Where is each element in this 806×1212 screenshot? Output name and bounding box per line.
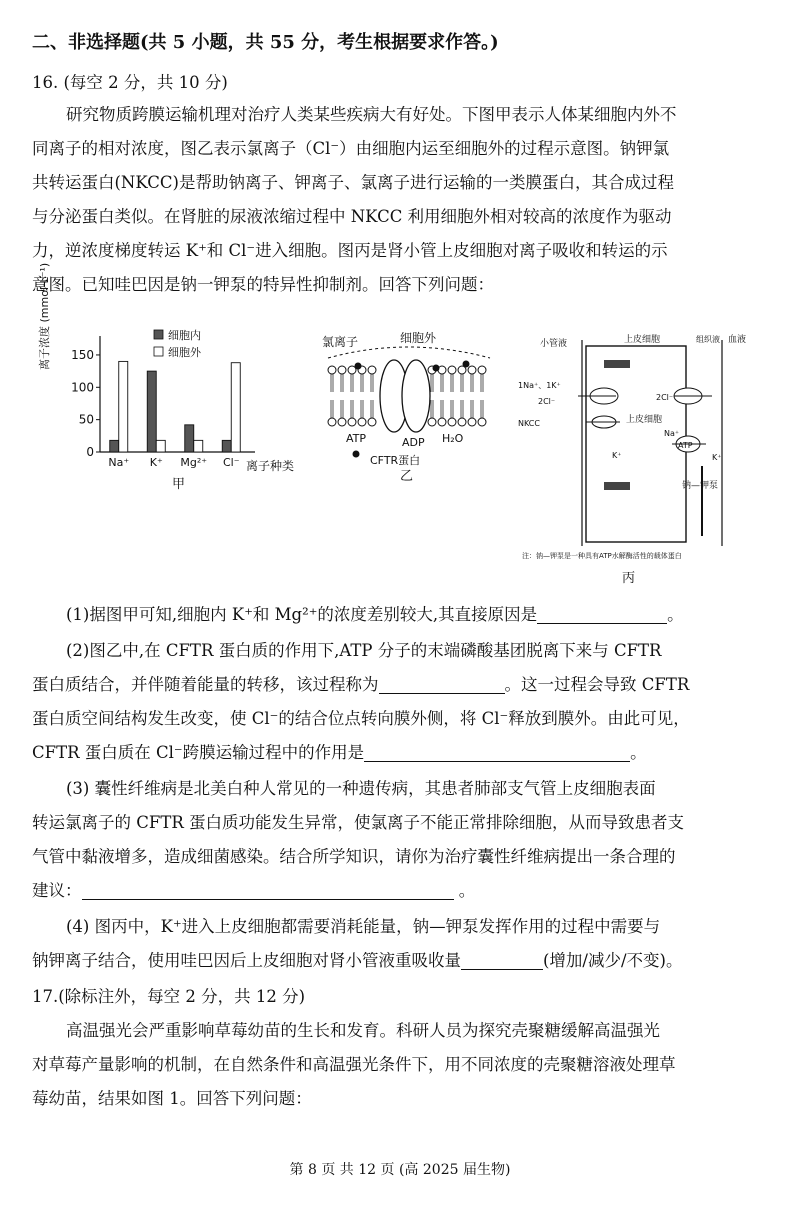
q16-part4-text: 钠钾离子结合，使用哇巴因后上皮细胞对肾小管液重吸收量 [32, 951, 461, 970]
jia-bar-outside [119, 361, 128, 452]
phospholipid-tail [371, 374, 373, 392]
phospholipid-head [458, 418, 466, 426]
answer-blank-3[interactable] [364, 741, 630, 762]
q16-intro-line-6: 意图。已知哇巴因是钠一钾泵的特异性抑制剂。回答下列问题： [32, 275, 494, 294]
bing-label-atp: ATP [678, 441, 693, 450]
jia-caption: 甲 [172, 477, 186, 492]
phospholipid-tail [331, 374, 333, 392]
bing-label-k-right: K⁺ [712, 453, 722, 462]
phospholipid-head [358, 418, 366, 426]
bing-label-na: Na⁺ [664, 429, 680, 438]
jia-xlabel: 离子种类 [246, 459, 295, 473]
q16-part2-line-2 [32, 668, 772, 702]
cftr-subunit-right [402, 360, 430, 432]
bing-label-tissue: 组织液 [696, 335, 720, 344]
phospholipid-tail [341, 400, 343, 418]
phospholipid-head [338, 366, 346, 374]
jia-y-tick-label: 0 [86, 445, 94, 459]
jia-bar-inside [222, 440, 231, 452]
q16-part2-text-end: CFTR 蛋白质在 Cl⁻跨膜运输过程中的作用是 [32, 743, 365, 762]
phospholipid-tail [441, 374, 443, 392]
jia-ylabel: 离子浓度 (mmol·L⁻¹) [38, 262, 51, 370]
phospholipid-tail [461, 374, 463, 392]
jia-bar-inside [147, 371, 156, 452]
period: 。 [458, 881, 476, 900]
answer-blank-2[interactable] [379, 673, 505, 694]
q16-part3-line-1: (3) 囊性纤维病是北美白种人常见的一种遗传病，其患者肺部支气管上皮细胞表面 [66, 779, 656, 798]
phospholipid-tail [461, 400, 463, 418]
epithelial-cell-outline [586, 346, 686, 542]
phospholipid-head [368, 418, 376, 426]
chloride-ion [353, 451, 360, 458]
answer-blank-1[interactable] [537, 603, 667, 624]
jia-bar-inside [110, 440, 119, 452]
figure-yi [318, 318, 498, 484]
yi-label-chloride: 氯离子 [322, 335, 359, 349]
answer-blank-5[interactable] [461, 949, 543, 970]
phospholipid-tail [361, 374, 363, 392]
chloride-ion [463, 361, 470, 368]
phospholipid-head [468, 418, 476, 426]
answer-blank-4[interactable] [82, 879, 454, 900]
q16-part4-line-1: (4) 图丙中，K⁺进入上皮细胞都需要消耗能量，钠—钾泵发挥作用的过程中需要与 [66, 917, 661, 936]
yi-label-outside: 细胞外 [400, 331, 437, 345]
phospholipid-tail [441, 400, 443, 418]
jia-bar-outside [156, 440, 165, 452]
q16-part4-line-2 [32, 944, 772, 978]
phospholipid-tail [431, 374, 433, 392]
phospholipid-head [448, 366, 456, 374]
q17-intro-line-2: 对草莓产量影响的机制，在自然条件和高温强光条件下，用不同浓度的壳聚糖溶液处理草 [32, 1055, 676, 1074]
q16-part2-text-post: 。这一过程会导致 CFTR [504, 675, 690, 694]
bing-label-epi-top: 上皮细胞 [624, 335, 661, 345]
tight-junction [604, 482, 630, 490]
phospholipid-tail [431, 400, 433, 418]
q17-intro-line-1: 高温强光会严重影响草莓幼苗的生长和发育。科研人员为探究壳聚糖缓解高温强光 [66, 1021, 660, 1040]
q16-intro-line-5: 力，逆浓度梯度转运 K⁺和 Cl⁻进入细胞。图丙是肾小管上皮细胞对离子吸收和转运的示 [32, 241, 668, 260]
yi-label-adp: ADP [402, 436, 425, 449]
phospholipid-head [478, 418, 486, 426]
q16-score: (每空 2 分，共 10 分) [63, 73, 228, 92]
q16-part1-text: (1)据图甲可知,细胞内 K⁺和 Mg²⁺的浓度差别较大,其直接原因是 [66, 605, 538, 624]
legend-swatch-inside [154, 330, 163, 339]
phospholipid-head [478, 366, 486, 374]
section-header: 二、非选择题(共 5 小题，共 55 分，考生根据要求作答。) [32, 32, 499, 53]
tight-junction [604, 360, 630, 368]
phospholipid-tail [471, 400, 473, 418]
phospholipid-tail [451, 374, 453, 392]
bing-caption: 丙 [622, 571, 636, 586]
phospholipid-head [368, 366, 376, 374]
phospholipid-tail [341, 374, 343, 392]
legend-label-inside: 细胞内 [168, 329, 201, 342]
jia-category-label: Mg²⁺ [180, 456, 208, 469]
figure-bing [516, 326, 788, 588]
bing-label-cl-left: 2Cl⁻ [538, 397, 556, 406]
yi-label-cftr: CFTR蛋白 [370, 454, 421, 467]
phospholipid-head [348, 418, 356, 426]
phospholipid-tail [451, 400, 453, 418]
q16-number: 16. [32, 73, 59, 92]
q17-heading [32, 980, 772, 1014]
phospholipid-tail [371, 400, 373, 418]
bing-label-blood: 血液 [728, 335, 747, 345]
q16-part4-text-post: (增加/减少/不变)。 [543, 951, 683, 970]
bing-label-lumen: 小管液 [540, 339, 568, 349]
phospholipid-tail [351, 374, 353, 392]
chloride-ion [433, 365, 440, 372]
phospholipid-tail [481, 374, 483, 392]
period: 。 [667, 605, 684, 624]
bing-label-nkcc: NKCC [518, 419, 540, 428]
chloride-ion [355, 363, 362, 370]
jia-category-label: Cl⁻ [222, 456, 240, 469]
q16-part2-text: 蛋白质结合，并伴随着能量的转移，该过程称为 [32, 675, 379, 694]
page-footer: 第 8 页 共 12 页 (高 2025 届生物) [289, 1162, 511, 1178]
q16-part3-text: 建议： [32, 881, 82, 900]
q16-intro-line-3: 共转运蛋白(NKCC)是帮助钠离子、钾离子、氯离子进行运输的一类膜蛋白，其合成过程 [32, 173, 674, 192]
q16-part2-line-1: (2)图乙中,在 CFTR 蛋白质的作用下,ATP 分子的末端磷酸基团脱离下来与 CFTR [66, 641, 662, 660]
legend-swatch-outside [154, 347, 163, 356]
jia-y-tick-label: 100 [71, 380, 94, 395]
phospholipid-tail [481, 400, 483, 418]
phospholipid-head [328, 366, 336, 374]
bing-label-k-left: K⁺ [612, 451, 622, 460]
phospholipid-tail [471, 374, 473, 392]
bing-label-cl-right: 2Cl⁻ [656, 393, 674, 402]
q16-part1 [66, 598, 806, 632]
bing-label-ions: 1Na⁺、1K⁺ [518, 381, 561, 390]
legend-label-outside: 细胞外 [168, 346, 201, 359]
q16-intro-line-2: 同离子的相对浓度，图乙表示氯离子（Cl⁻）由细胞内运至细胞外的过程示意图。钠钾氯 [32, 139, 670, 158]
q16-heading [32, 66, 772, 100]
jia-y-tick-label: 150 [71, 347, 94, 362]
jia-bar-outside [231, 363, 240, 452]
jia-category-label: K⁺ [149, 456, 163, 469]
period: 。 [630, 743, 647, 762]
jia-bar-inside [185, 425, 194, 452]
q16-intro-line-4: 与分泌蛋白类似。在肾脏的尿液浓缩过程中 NKCC 利用细胞外相对较高的浓度作为驱动 [32, 207, 672, 226]
q16-part2-line-3: 蛋白质空间结构发生改变，使 Cl⁻的结合位点转向膜外侧，将 Cl⁻释放到膜外。由此可见， [32, 709, 690, 728]
q16-part3-line-4 [32, 874, 772, 908]
phospholipid-tail [331, 400, 333, 418]
q16-part3-line-3: 气管中黏液增多，造成细菌感染。结合所学知识，请你为治疗囊性纤维病提出一条合理的 [32, 847, 676, 866]
q16-part2-line-4 [32, 736, 772, 770]
bing-label-epi-mid: 上皮细胞 [626, 415, 663, 425]
yi-label-h2o: H₂O [442, 432, 464, 445]
yi-label-atp: ATP [346, 432, 367, 445]
yi-caption: 乙 [400, 469, 414, 484]
q17-intro-line-3: 莓幼苗，结果如图 1。回答下列问题： [32, 1089, 312, 1108]
phospholipid-tail [351, 400, 353, 418]
phospholipid-tail [361, 400, 363, 418]
phospholipid-head [438, 418, 446, 426]
phospholipid-head [428, 418, 436, 426]
q17-score: (除标注外，每空 2 分，共 12 分) [58, 987, 306, 1006]
phospholipid-head [448, 418, 456, 426]
bing-label-pump: 钠—钾泵 [682, 481, 719, 491]
q16-intro-line-1: 研究物质跨膜运输机理对治疗人类某些疾病大有好处。下图甲表示人体某细胞内外不 [66, 105, 677, 124]
jia-bar-outside [194, 440, 203, 452]
phospholipid-head [468, 366, 476, 374]
jia-category-label: Na⁺ [108, 456, 130, 469]
jia-y-tick-label: 50 [78, 412, 94, 427]
q16-part3-line-2: 转运氯离子的 CFTR 蛋白质功能发生异常，使氯离子不能正常排除细胞，从而导致患者支 [32, 813, 684, 832]
q17-number: 17. [32, 987, 59, 1006]
bing-note: 注：钠—钾泵是一种具有ATP水解酶活性的载体蛋白 [522, 552, 682, 560]
phospholipid-head [328, 418, 336, 426]
phospholipid-head [338, 418, 346, 426]
